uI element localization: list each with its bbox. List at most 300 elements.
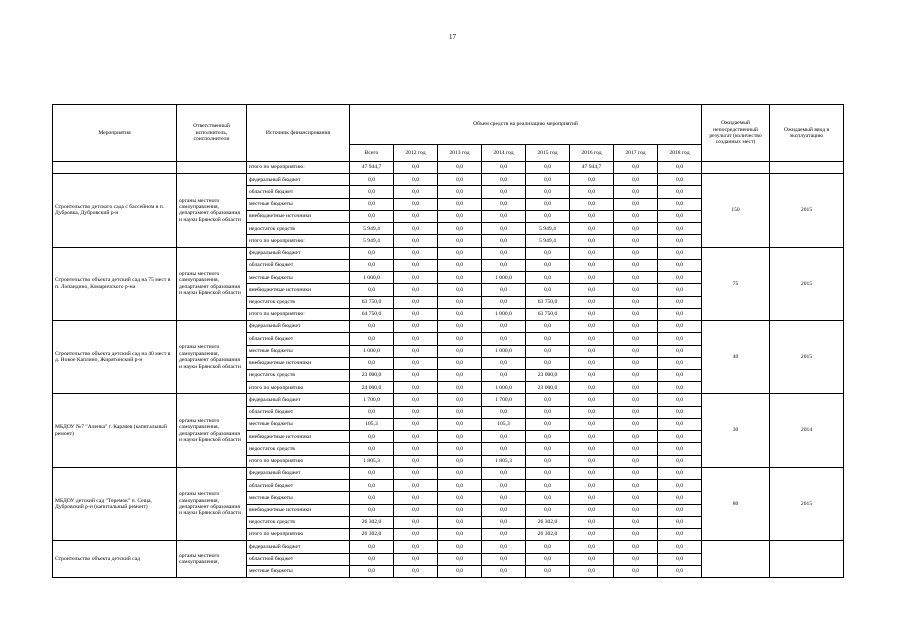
value-cell: 0,0: [570, 516, 614, 528]
value-cell: 0,0: [570, 418, 614, 430]
value-cell: 0,0: [438, 333, 482, 345]
value-cell: 0,0: [658, 480, 702, 492]
value-cell: 0,0: [614, 529, 658, 541]
value-cell: 0,0: [526, 162, 570, 174]
value-cell: 0,0: [394, 382, 438, 394]
value-cell: 0,0: [482, 259, 526, 271]
value-cell: 0,0: [658, 235, 702, 247]
value-cell: 0,0: [526, 321, 570, 333]
value-cell: 0,0: [438, 443, 482, 455]
value-cell: 1 000,0: [482, 272, 526, 284]
value-cell: 0,0: [438, 174, 482, 186]
value-cell: 0,0: [658, 455, 702, 467]
value-cell: 0,0: [438, 284, 482, 296]
value-cell: 0,0: [350, 406, 394, 418]
value-cell: 0,0: [658, 467, 702, 479]
value-cell: 0,0: [394, 162, 438, 174]
value-cell: 0,0: [350, 492, 394, 504]
value-cell: 0,0: [526, 480, 570, 492]
value-cell: 0,0: [482, 529, 526, 541]
measure-cell: Строительство объекта детский сад: [53, 541, 177, 578]
source-cell: областной бюджет: [247, 480, 350, 492]
value-cell: 0,0: [482, 541, 526, 553]
value-cell: 1 700,0: [350, 394, 394, 406]
value-cell: 0,0: [614, 467, 658, 479]
value-cell: 0,0: [658, 345, 702, 357]
value-cell: 23 000,0: [526, 382, 570, 394]
executor-cell: органы местного самоуправления, департамент образования и науки Брянской области: [177, 174, 247, 247]
value-cell: 63 750,0: [350, 296, 394, 308]
value-cell: 0,0: [394, 443, 438, 455]
source-cell: недостаток средств: [247, 516, 350, 528]
source-cell: недостаток средств: [247, 443, 350, 455]
value-cell: 0,0: [614, 369, 658, 381]
value-cell: 0,0: [438, 321, 482, 333]
value-cell: 0,0: [570, 492, 614, 504]
result-cell: [702, 541, 770, 578]
value-cell: 0,0: [394, 418, 438, 430]
value-cell: 0,0: [350, 443, 394, 455]
source-cell: областной бюджет: [247, 333, 350, 345]
value-cell: 0,0: [658, 210, 702, 222]
value-cell: 26 302,0: [350, 516, 394, 528]
value-cell: 0,0: [570, 553, 614, 565]
source-cell: внебюджетные источники: [247, 210, 350, 222]
value-cell: 0,0: [394, 235, 438, 247]
value-cell: 0,0: [482, 467, 526, 479]
value-cell: 0,0: [658, 198, 702, 210]
value-cell: 0,0: [526, 565, 570, 577]
value-cell: 0,0: [614, 235, 658, 247]
header-source: Источник финансирования: [247, 105, 350, 162]
source-cell: внебюджетные источники: [247, 431, 350, 443]
value-cell: 0,0: [438, 516, 482, 528]
value-cell: 0,0: [482, 186, 526, 198]
value-cell: 0,0: [526, 492, 570, 504]
year-cell: [770, 541, 844, 578]
source-cell: итого по мероприятию: [247, 382, 350, 394]
value-cell: 0,0: [614, 259, 658, 271]
value-cell: 0,0: [658, 382, 702, 394]
header-year: Ожидаемый ввод в эксплуатацию: [770, 105, 844, 162]
value-cell: 0,0: [570, 406, 614, 418]
value-cell: 0,0: [482, 565, 526, 577]
value-cell: 0,0: [526, 210, 570, 222]
header-measure: Мероприятия: [53, 105, 177, 162]
value-cell: 26 302,0: [526, 516, 570, 528]
value-cell: 0,0: [658, 308, 702, 320]
value-cell: 0,0: [614, 431, 658, 443]
year-cell: 2015: [770, 174, 844, 247]
value-cell: 0,0: [350, 480, 394, 492]
value-cell: 0,0: [394, 480, 438, 492]
value-cell: 23 000,0: [350, 369, 394, 381]
source-cell: итого по мероприятию:: [247, 308, 350, 320]
value-cell: 0,0: [526, 247, 570, 259]
value-cell: 0,0: [614, 333, 658, 345]
value-cell: 0,0: [482, 369, 526, 381]
value-cell: 0,0: [482, 174, 526, 186]
source-cell: недостаток средств: [247, 369, 350, 381]
value-cell: 0,0: [350, 467, 394, 479]
value-cell: 1 700,0: [482, 394, 526, 406]
source-cell: местные бюджеты: [247, 345, 350, 357]
value-cell: 0,0: [350, 284, 394, 296]
value-cell: 0,0: [658, 565, 702, 577]
value-cell: 0,0: [482, 198, 526, 210]
source-cell: местные бюджеты: [247, 272, 350, 284]
value-cell: 0,0: [570, 321, 614, 333]
measure-cell: МБДОУ №7 "Аленка" г. Карачев (капитальный ремонт): [53, 394, 177, 467]
source-cell: областной бюджет: [247, 406, 350, 418]
source-cell: федеральный бюджет: [247, 467, 350, 479]
value-cell: 0,0: [526, 443, 570, 455]
executor-cell: [177, 162, 247, 174]
value-cell: 0,0: [614, 345, 658, 357]
value-cell: 0,0: [350, 321, 394, 333]
value-cell: 0,0: [394, 321, 438, 333]
value-cell: 1 805,3: [482, 455, 526, 467]
value-cell: 0,0: [526, 259, 570, 271]
value-cell: 0,0: [438, 455, 482, 467]
value-cell: 0,0: [394, 529, 438, 541]
executor-cell: органы местного самоуправления, департамент образования и науки Брянской области: [177, 467, 247, 540]
value-cell: 0,0: [350, 247, 394, 259]
value-cell: 0,0: [614, 284, 658, 296]
value-cell: 0,0: [350, 431, 394, 443]
value-cell: 0,0: [570, 308, 614, 320]
value-cell: 0,0: [438, 480, 482, 492]
value-cell: 5 949,4: [350, 223, 394, 235]
value-cell: 0,0: [570, 210, 614, 222]
value-cell: 0,0: [526, 345, 570, 357]
value-cell: 1 000,0: [482, 345, 526, 357]
value-cell: 0,0: [482, 504, 526, 516]
value-cell: 0,0: [438, 296, 482, 308]
year-cell: 2014: [770, 394, 844, 467]
source-cell: федеральный бюджет: [247, 321, 350, 333]
source-cell: итого по мероприятию:: [247, 235, 350, 247]
value-cell: 47 944,7: [570, 162, 614, 174]
source-cell: федеральный бюджет: [247, 247, 350, 259]
source-cell: федеральный бюджет: [247, 394, 350, 406]
value-cell: 0,0: [438, 553, 482, 565]
value-cell: 0,0: [658, 431, 702, 443]
value-cell: 0,0: [394, 467, 438, 479]
source-cell: местные бюджеты: [247, 418, 350, 430]
value-cell: 0,0: [438, 431, 482, 443]
value-cell: 0,0: [570, 382, 614, 394]
source-cell: итого по мероприятию: [247, 455, 350, 467]
value-cell: 0,0: [526, 272, 570, 284]
value-cell: 0,0: [350, 565, 394, 577]
value-cell: 0,0: [394, 565, 438, 577]
value-cell: 1 805,3: [350, 455, 394, 467]
result-cell: [702, 162, 770, 174]
table-row: [53, 247, 844, 259]
measure-cell: [53, 162, 177, 174]
source-cell: недостаток средств: [247, 223, 350, 235]
value-cell: 0,0: [482, 443, 526, 455]
executor-cell: органы местного самоуправления, департамент образования и науки Брянской области: [177, 321, 247, 394]
value-cell: 0,0: [526, 333, 570, 345]
value-cell: 0,0: [526, 504, 570, 516]
value-cell: 0,0: [658, 394, 702, 406]
value-cell: 0,0: [482, 492, 526, 504]
value-cell: 0,0: [614, 418, 658, 430]
value-cell: 105,3: [350, 418, 394, 430]
value-cell: 0,0: [526, 541, 570, 553]
value-cell: 0,0: [394, 174, 438, 186]
value-cell: 0,0: [658, 443, 702, 455]
value-cell: 0,0: [394, 284, 438, 296]
executor-cell: органы местного самоуправления, департамент образования и науки Брянской области: [177, 247, 247, 320]
source-cell: федеральный бюджет: [247, 541, 350, 553]
measure-cell: МБДОУ детский сад "Теремок" п. Сеща, Дубровский р-н (капитальный ремонт): [53, 467, 177, 540]
value-cell: 0,0: [350, 333, 394, 345]
value-cell: 0,0: [570, 223, 614, 235]
value-cell: 0,0: [614, 565, 658, 577]
value-cell: 105,3: [482, 418, 526, 430]
source-cell: внебюджетные источники: [247, 357, 350, 369]
value-cell: 0,0: [438, 210, 482, 222]
value-cell: 0,0: [438, 541, 482, 553]
header-subcol: Всего: [350, 145, 394, 162]
table-row: [53, 162, 844, 174]
value-cell: 0,0: [570, 235, 614, 247]
value-cell: 47 944,7: [350, 162, 394, 174]
value-cell: 0,0: [570, 431, 614, 443]
value-cell: 0,0: [570, 455, 614, 467]
value-cell: 0,0: [394, 308, 438, 320]
value-cell: 0,0: [526, 418, 570, 430]
source-cell: итого по мероприятию:: [247, 162, 350, 174]
value-cell: 0,0: [570, 565, 614, 577]
value-cell: 0,0: [614, 210, 658, 222]
value-cell: 0,0: [614, 541, 658, 553]
result-cell: 30: [702, 394, 770, 467]
source-cell: итого по мероприятию: [247, 529, 350, 541]
value-cell: 1 000,0: [350, 272, 394, 284]
value-cell: 0,0: [394, 296, 438, 308]
value-cell: 0,0: [482, 553, 526, 565]
value-cell: 0,0: [394, 516, 438, 528]
value-cell: 0,0: [438, 235, 482, 247]
value-cell: 0,0: [394, 541, 438, 553]
value-cell: 0,0: [614, 198, 658, 210]
value-cell: 0,0: [658, 541, 702, 553]
value-cell: 0,0: [482, 333, 526, 345]
value-cell: 0,0: [350, 541, 394, 553]
value-cell: 1 000,0: [350, 345, 394, 357]
value-cell: 0,0: [394, 431, 438, 443]
source-cell: местные бюджеты: [247, 492, 350, 504]
value-cell: 0,0: [570, 296, 614, 308]
value-cell: 0,0: [526, 431, 570, 443]
value-cell: 0,0: [570, 467, 614, 479]
value-cell: 0,0: [658, 504, 702, 516]
value-cell: 0,0: [570, 480, 614, 492]
value-cell: 63 750,0: [526, 308, 570, 320]
source-cell: местные бюджеты: [247, 198, 350, 210]
header-executor: Ответственный исполнитель, соисполнители: [177, 105, 247, 162]
value-cell: 0,0: [394, 504, 438, 516]
value-cell: 0,0: [438, 565, 482, 577]
table-row: [53, 467, 844, 479]
value-cell: 0,0: [526, 455, 570, 467]
value-cell: 0,0: [350, 174, 394, 186]
value-cell: 0,0: [438, 186, 482, 198]
value-cell: 0,0: [570, 198, 614, 210]
result-cell: 80: [702, 467, 770, 540]
value-cell: 0,0: [438, 308, 482, 320]
value-cell: 0,0: [570, 443, 614, 455]
value-cell: 0,0: [614, 553, 658, 565]
value-cell: 0,0: [394, 394, 438, 406]
value-cell: 0,0: [394, 223, 438, 235]
year-cell: 2015: [770, 321, 844, 394]
value-cell: 26 302,0: [350, 529, 394, 541]
value-cell: 0,0: [570, 394, 614, 406]
header-result: Ожидаемый непосредственный результат (количество созданных мест): [702, 105, 770, 162]
header-subcol: 2015 год: [526, 145, 570, 162]
value-cell: 0,0: [658, 492, 702, 504]
value-cell: 0,0: [438, 418, 482, 430]
value-cell: 1 000,0: [482, 308, 526, 320]
value-cell: 0,0: [482, 480, 526, 492]
table-row: [53, 174, 844, 186]
value-cell: 0,0: [394, 247, 438, 259]
value-cell: 0,0: [658, 223, 702, 235]
value-cell: 0,0: [526, 467, 570, 479]
value-cell: 0,0: [614, 394, 658, 406]
result-cell: 150: [702, 174, 770, 247]
year-cell: [770, 162, 844, 174]
value-cell: 0,0: [658, 247, 702, 259]
value-cell: 0,0: [614, 382, 658, 394]
value-cell: 0,0: [570, 333, 614, 345]
value-cell: 0,0: [394, 455, 438, 467]
value-cell: 0,0: [614, 455, 658, 467]
value-cell: 0,0: [658, 321, 702, 333]
value-cell: 0,0: [570, 541, 614, 553]
value-cell: 5 949,4: [526, 223, 570, 235]
value-cell: 0,0: [570, 369, 614, 381]
value-cell: 0,0: [438, 406, 482, 418]
value-cell: 0,0: [438, 467, 482, 479]
value-cell: 0,0: [526, 174, 570, 186]
source-cell: недостаток средств: [247, 296, 350, 308]
value-cell: 0,0: [482, 284, 526, 296]
source-cell: внебюджетные источники: [247, 504, 350, 516]
table-row: [53, 541, 844, 553]
value-cell: 0,0: [570, 174, 614, 186]
value-cell: 63 750,0: [526, 296, 570, 308]
value-cell: 0,0: [350, 259, 394, 271]
value-cell: 0,0: [438, 247, 482, 259]
value-cell: 0,0: [570, 357, 614, 369]
value-cell: 0,0: [658, 186, 702, 198]
value-cell: 0,0: [394, 272, 438, 284]
value-cell: 0,0: [658, 259, 702, 271]
value-cell: 0,0: [570, 186, 614, 198]
value-cell: 0,0: [658, 357, 702, 369]
value-cell: 0,0: [482, 516, 526, 528]
header-subcol: 2017 год: [614, 145, 658, 162]
value-cell: 0,0: [526, 406, 570, 418]
value-cell: 0,0: [350, 357, 394, 369]
value-cell: 0,0: [350, 198, 394, 210]
executor-cell: органы местного самоуправления, департамент образования и науки Брянской области: [177, 394, 247, 467]
value-cell: 0,0: [438, 259, 482, 271]
value-cell: 0,0: [394, 357, 438, 369]
year-cell: 2015: [770, 247, 844, 320]
header-volume: Объем средств на реализацию мероприятий: [350, 105, 702, 145]
value-cell: 0,0: [614, 247, 658, 259]
value-cell: 0,0: [394, 553, 438, 565]
value-cell: 0,0: [438, 357, 482, 369]
value-cell: 0,0: [438, 492, 482, 504]
value-cell: 0,0: [614, 223, 658, 235]
value-cell: 0,0: [526, 394, 570, 406]
year-cell: 2015: [770, 467, 844, 540]
value-cell: 5 949,4: [526, 235, 570, 247]
source-cell: федеральный бюджет: [247, 174, 350, 186]
value-cell: 0,0: [482, 162, 526, 174]
value-cell: 0,0: [394, 369, 438, 381]
value-cell: 64 750,0: [350, 308, 394, 320]
value-cell: 0,0: [658, 174, 702, 186]
value-cell: 0,0: [394, 492, 438, 504]
value-cell: 0,0: [614, 492, 658, 504]
value-cell: 0,0: [482, 357, 526, 369]
value-cell: 0,0: [438, 504, 482, 516]
value-cell: 0,0: [526, 198, 570, 210]
value-cell: 0,0: [438, 394, 482, 406]
measure-cell: Строительство объекта детский сад на 75 мест в п. Лопандино, Комаричского р-на: [53, 247, 177, 320]
source-cell: местные бюджеты: [247, 565, 350, 577]
value-cell: 0,0: [614, 321, 658, 333]
value-cell: 0,0: [658, 406, 702, 418]
value-cell: 0,0: [350, 504, 394, 516]
page-number: 17: [449, 33, 456, 41]
value-cell: 0,0: [438, 369, 482, 381]
value-cell: 0,0: [350, 210, 394, 222]
value-cell: 0,0: [350, 553, 394, 565]
value-cell: 0,0: [482, 321, 526, 333]
value-cell: 0,0: [658, 369, 702, 381]
header-subcol: 2014 год: [482, 145, 526, 162]
value-cell: 0,0: [658, 418, 702, 430]
value-cell: 0,0: [438, 529, 482, 541]
value-cell: 0,0: [394, 345, 438, 357]
source-cell: областной бюджет: [247, 186, 350, 198]
value-cell: 0,0: [526, 357, 570, 369]
value-cell: 0,0: [658, 553, 702, 565]
value-cell: 0,0: [526, 284, 570, 296]
source-cell: внебюджетные источники: [247, 284, 350, 296]
measure-cell: Строительство детского сада с бассейном в п. Дубровка, Дубровский р-н: [53, 174, 177, 247]
value-cell: 0,0: [526, 553, 570, 565]
value-cell: 0,0: [658, 333, 702, 345]
header-subcol: 2018 год: [658, 145, 702, 162]
value-cell: 0,0: [614, 186, 658, 198]
value-cell: 0,0: [438, 272, 482, 284]
value-cell: 0,0: [438, 382, 482, 394]
measure-cell: Строительство объекта детский сад на 40 мест в д. Новое Каплино, Жирятинский р-н: [53, 321, 177, 394]
value-cell: 0,0: [438, 162, 482, 174]
value-cell: 0,0: [438, 223, 482, 235]
